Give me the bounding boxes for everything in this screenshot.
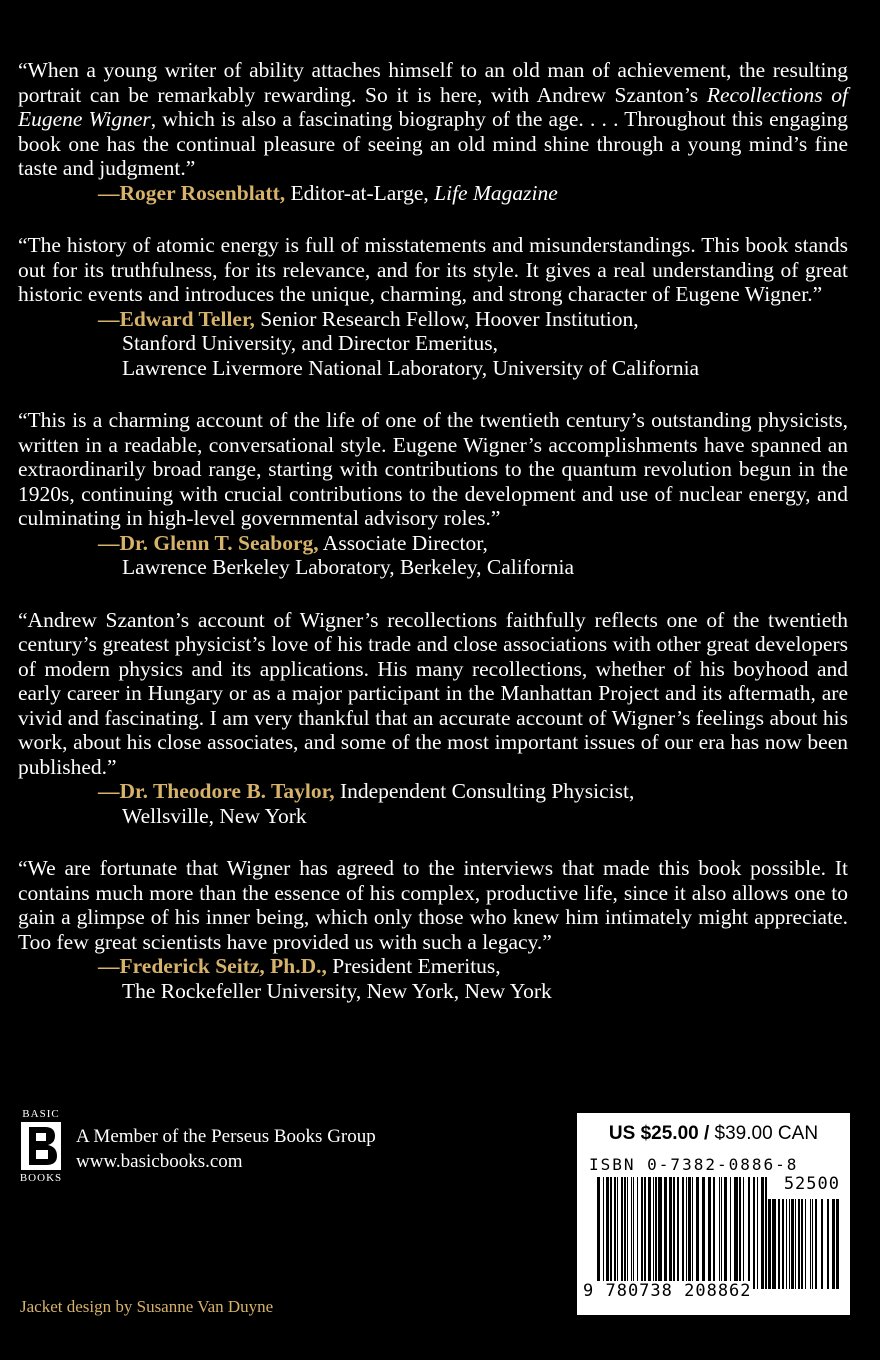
price-us: US $25.00 / bbox=[608, 1123, 710, 1144]
attribution bbox=[98, 181, 848, 206]
attribution bbox=[98, 954, 848, 1003]
quote-body-cont: , which is also a fascinating biography of the age. . . . Throughout this engaging book one has the continual pleasure of seeing an old mind shine through a young mind’s fine taste and judgment.” bbox=[18, 107, 848, 180]
quote-text: “The history of atomic energy is full of misstatements and misunderstandings. This book stands out for its truthfulness, for its relevance, and for its style. It gives a real understanding of great historic events and introduces the unique, charming, and strong character of Eugene Wigner.” bbox=[18, 233, 848, 306]
publisher-info bbox=[76, 1124, 376, 1174]
barcode-bars bbox=[597, 1177, 767, 1289]
logo-b-icon bbox=[21, 1122, 61, 1170]
endorser-publication: Life Magazine bbox=[434, 180, 558, 205]
endorser-name: —Dr. Glenn T. Seaborg, bbox=[98, 530, 319, 555]
endorser-title: Editor-at-Large, bbox=[285, 180, 435, 205]
endorsements bbox=[18, 58, 848, 1031]
quote-text: “This is a charming account of the life of one of the twentieth century’s outstanding physicists, written in a readable, conversational style. Eugene Wigner’s accomplishments have spanned an extraordinarily broad range, starting with contributions to the quantum revolution begun in the 1920s, continuing with crucial contributions to the development and use of nuclear energy, and culminating in high-level governmental advisory roles.” bbox=[18, 408, 848, 530]
publisher-url: www.basicbooks.com bbox=[76, 1151, 243, 1172]
quote-body: “When a young writer of ability attaches himself to an old man of achievement, the resulting portrait can be remarkably rewarding. So it is here, with Andrew Szanton’s bbox=[18, 58, 848, 107]
book-title: Recollections of Eugene Wigner bbox=[18, 82, 849, 131]
endorser-name: —Roger Rosenblatt, bbox=[98, 180, 286, 205]
publisher-group: A Member of the Perseus Books Group bbox=[76, 1126, 376, 1147]
barcode-panel bbox=[577, 1113, 850, 1315]
price-line bbox=[577, 1123, 850, 1145]
endorsement-seitz bbox=[18, 856, 848, 1003]
price-can: $39.00 CAN bbox=[709, 1123, 819, 1144]
endorsement-rosenblatt bbox=[18, 58, 848, 205]
isbn-text: ISBN 0-7382-0886-8 bbox=[589, 1155, 799, 1174]
supplement-code: 52500 bbox=[783, 1174, 840, 1194]
endorsement-seaborg bbox=[18, 408, 848, 580]
jacket-credit: Jacket design by Susanne Van Duyne bbox=[20, 1297, 274, 1316]
logo-top-word: BASIC bbox=[22, 1108, 60, 1120]
endorsement-taylor bbox=[18, 608, 848, 829]
attribution bbox=[98, 531, 848, 580]
endorser-name: —Edward Teller, bbox=[98, 306, 255, 331]
endorser-affiliation: Lawrence Berkeley Laboratory, Berkeley, California bbox=[122, 555, 575, 579]
attribution bbox=[98, 307, 848, 381]
endorser-title: Associate Director, bbox=[318, 530, 488, 555]
endorser-affiliation: Lawrence Livermore National Laboratory, University of California bbox=[122, 355, 700, 380]
endorser-name: —Dr. Theodore B. Taylor, bbox=[98, 779, 335, 803]
quote-text bbox=[18, 58, 848, 181]
barcode-number: 9 780738 208862 bbox=[583, 1281, 752, 1301]
attribution bbox=[98, 779, 848, 828]
supplement-bars bbox=[765, 1199, 841, 1289]
endorser-name: —Frederick Seitz, Ph.D., bbox=[98, 954, 327, 978]
quote-text: “Andrew Szanton’s account of Wigner’s recollections faithfully reflects one of the twentieth century’s greatest physicist’s love of his trade and close associations with other great developers of modern physics and its applications. His many recollections, whether of his boyhood and early career in Hungary or as a major participant in the Manhattan Project and its aftermath, are vivid and fascinating. I am very thankful that an accurate account of Wigner’s feelings about his work, about his close associates, and some of the most important issues of our era has now been published.” bbox=[18, 607, 848, 779]
quote-text: “We are fortunate that Wigner has agreed to the interviews that made this book possible. It contains much more than the essence of his complex, productive life, since it also allows one to gain a glimpse of his inner being, which only those who knew him intimately might appreciate. Too few great scientists have provided us with such a legacy.” bbox=[18, 856, 848, 954]
endorser-affiliation: The Rockefeller University, New York, New York bbox=[122, 978, 552, 1003]
logo-bottom-word: BOOKS bbox=[19, 1172, 63, 1184]
logo-mark bbox=[21, 1122, 61, 1170]
basic-books-logo bbox=[18, 1108, 64, 1186]
endorser-affiliation: Stanford University, and Director Emeritus, bbox=[122, 331, 498, 355]
endorser-title: Senior Research Fellow, Hoover Institution, bbox=[254, 306, 639, 331]
endorser-title: President Emeritus, bbox=[326, 954, 501, 978]
endorser-title: Independent Consulting Physicist, bbox=[334, 779, 635, 803]
endorser-affiliation: Wellsville, New York bbox=[122, 803, 307, 828]
endorsement-teller bbox=[18, 233, 848, 380]
